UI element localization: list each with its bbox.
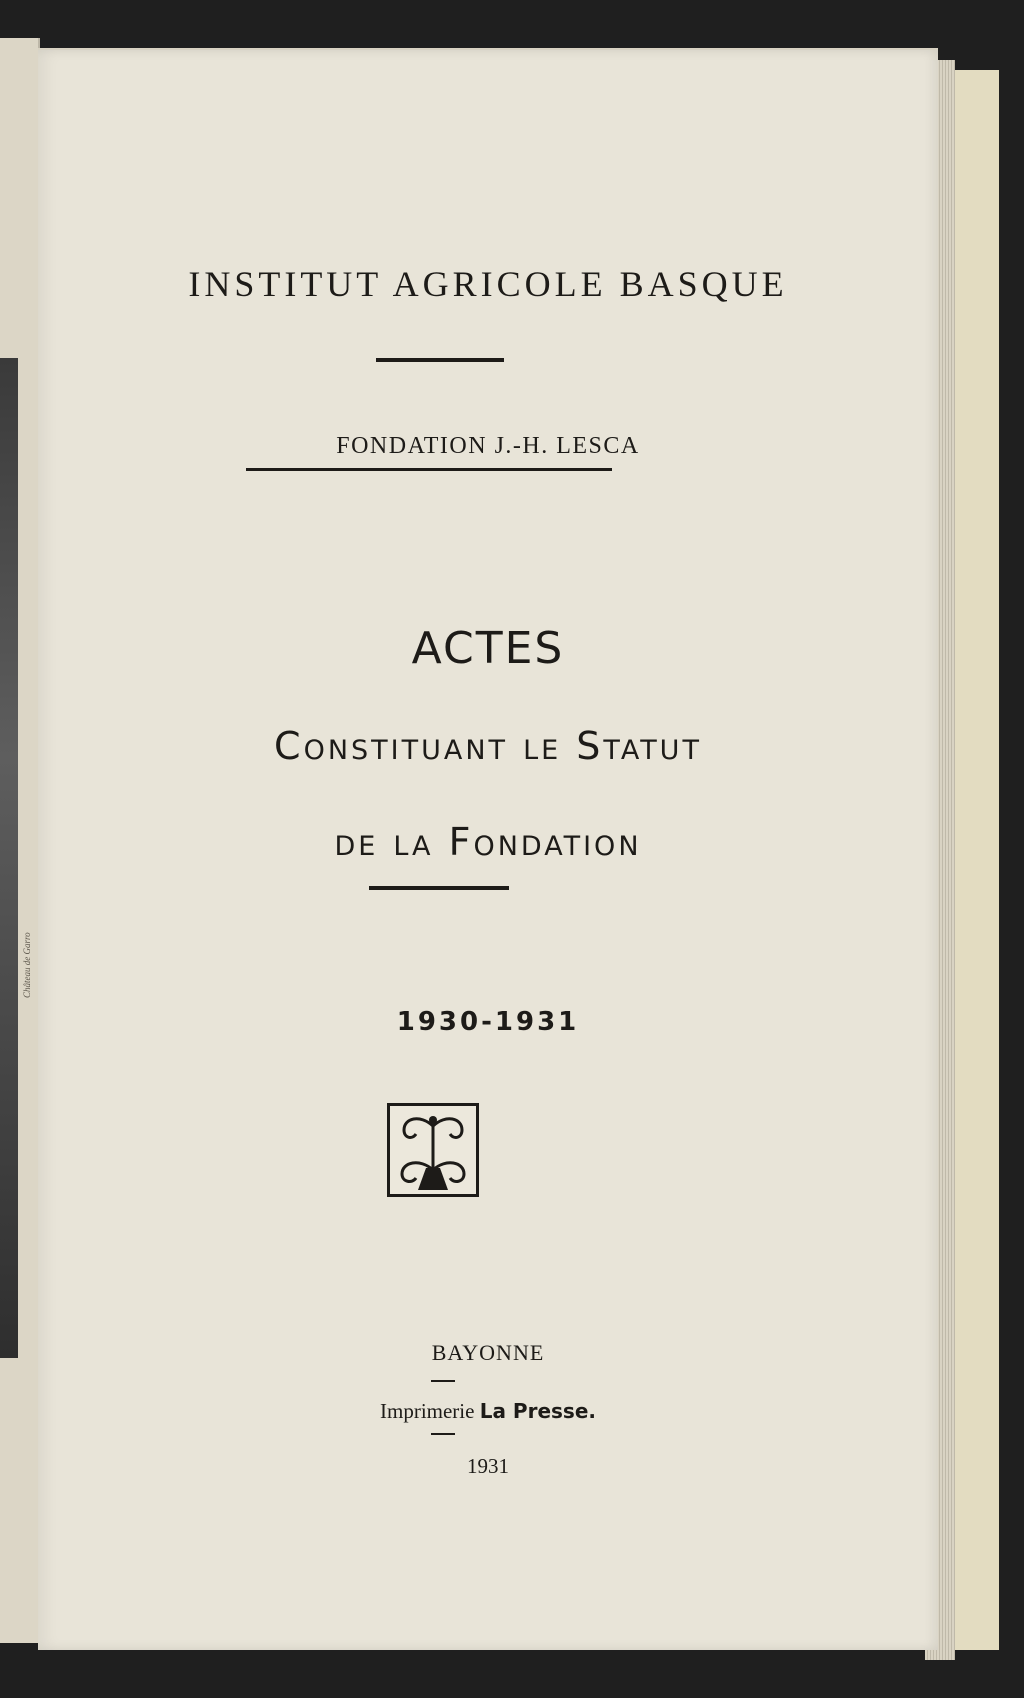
- rule-middle: [369, 886, 509, 890]
- plate-caption: Château de Garro: [22, 932, 32, 998]
- publication-city: BAYONNE: [431, 1340, 545, 1365]
- title-line-3: de la Fondation: [334, 820, 642, 864]
- rule-foundation-underline: [246, 468, 612, 471]
- printer-prefix: Imprimerie: [380, 1399, 475, 1423]
- title-line-1: ACTES: [411, 623, 565, 674]
- printer-mark-icon: [387, 1103, 479, 1197]
- plate-image-edge: [0, 358, 18, 1358]
- publication-year: 1931: [467, 1454, 509, 1478]
- printer-name: La Presse.: [479, 1399, 596, 1423]
- title-page: [38, 48, 938, 1650]
- dash-1: [431, 1380, 455, 1382]
- rule-top: [376, 358, 504, 362]
- institute-heading: INSTITUT AGRICOLE BASQUE: [188, 264, 788, 304]
- printer: [38, 1399, 938, 1424]
- title-line-2: Constituant le Statut: [274, 724, 702, 768]
- previous-page-edge: [0, 38, 40, 1643]
- foundation-heading: FONDATION J.-H. LESCA: [336, 433, 640, 459]
- dash-2: [431, 1433, 455, 1435]
- years: 1930-1931: [396, 1007, 580, 1037]
